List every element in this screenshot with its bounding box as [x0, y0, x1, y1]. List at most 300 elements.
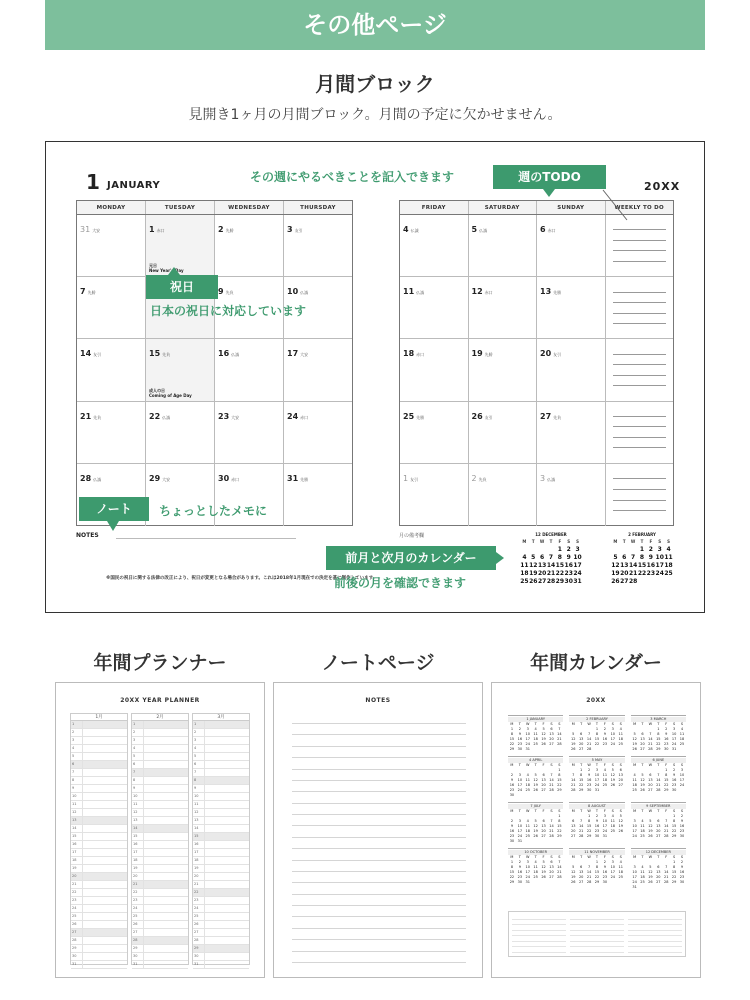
mini-day: 4 — [666, 546, 671, 553]
calendar-day: 19 — [610, 778, 616, 782]
day-cell — [400, 277, 469, 338]
calendar-day: 6 — [550, 727, 553, 731]
calendar-day: 13 — [656, 824, 661, 828]
note-line — [292, 860, 466, 861]
calendar-day: 27 — [656, 880, 661, 884]
calendar-day: 23 — [517, 742, 523, 746]
calendar-day: 19 — [648, 875, 653, 879]
note-line — [292, 882, 466, 883]
calendar-day: 7 — [587, 732, 591, 736]
weekday-initial: W — [587, 855, 591, 859]
year-calendar-month-grid — [508, 809, 563, 844]
mini-day: 30 — [564, 578, 573, 585]
planner-day-row — [132, 761, 188, 769]
day-cell — [537, 277, 606, 338]
day-cell — [400, 215, 469, 276]
calendar-day: 24 — [594, 783, 600, 787]
planner-day-number: 10 — [193, 793, 205, 800]
planner-day-row — [71, 809, 127, 817]
year-calendar-month-grid — [508, 855, 563, 885]
planner-day-number: 15 — [132, 833, 144, 840]
calendar-day: 29 — [586, 834, 592, 838]
planner-day-number: 5 — [132, 753, 144, 760]
planner-day-number: 30 — [193, 953, 205, 960]
todo-line — [613, 354, 667, 355]
calendar-day: 23 — [679, 829, 685, 833]
calendar-day: 1 — [595, 860, 599, 864]
holiday-list-line — [628, 948, 682, 953]
day-cell — [469, 339, 538, 400]
weekday-initial: F — [542, 722, 545, 726]
weekday-initial: S — [680, 855, 684, 859]
calendar-day: 12 — [571, 870, 576, 874]
calendar-day: 24 — [517, 788, 523, 792]
calendar-day: 31 — [517, 839, 523, 843]
calendar-day: 2 — [680, 860, 684, 864]
calendar-day: 21 — [578, 829, 584, 833]
holiday-list-line — [512, 937, 566, 942]
planner-day-row — [132, 793, 188, 801]
holiday-list-line — [628, 942, 682, 947]
planner-day-number: 11 — [193, 801, 205, 808]
calendar-day: 20 — [549, 737, 554, 741]
callout-calendar-text: 前後の月を確認できます — [334, 576, 467, 590]
planner-day-number: 3 — [132, 737, 144, 744]
calendar-day: 16 — [509, 829, 515, 833]
holiday-list-line — [628, 915, 682, 920]
calendar-day: 25 — [618, 742, 623, 746]
calendar-day: 20 — [578, 742, 584, 746]
planner-day-row — [193, 753, 249, 761]
weekday-initial: W — [648, 763, 653, 767]
section-title: 月間ブロック — [315, 72, 435, 96]
calendar-day: 25 — [533, 875, 538, 879]
calendar-day: 8 — [558, 819, 561, 823]
mini-day: 24 — [573, 570, 582, 577]
rokuyo-label: 友引 — [410, 476, 419, 482]
planner-day-row — [193, 913, 249, 921]
planner-day-row — [71, 953, 127, 961]
calendar-day: 12 — [571, 737, 576, 741]
year-calendar-month-grid — [569, 809, 624, 839]
planner-day-row — [71, 753, 127, 761]
week-row — [77, 402, 352, 464]
calendar-day: 21 — [586, 875, 592, 879]
calendar-day: 9 — [603, 865, 606, 869]
calendar-day: 18 — [640, 829, 645, 833]
calendar-day: 22 — [509, 875, 515, 879]
calendar-day: 29 — [578, 788, 584, 792]
calendar-day: 12 — [648, 824, 653, 828]
calendar-day: 28 — [648, 747, 653, 751]
mini-day: 1 — [557, 546, 562, 553]
planner-day-number: 4 — [71, 745, 83, 752]
planner-day-number: 25 — [193, 913, 205, 920]
weekday-initial: M — [571, 763, 575, 767]
calendar-day: 30 — [586, 788, 592, 792]
calendar-day: 4 — [633, 773, 636, 777]
calendar-day: 20 — [648, 783, 653, 787]
weekday-initial: T — [640, 539, 644, 544]
planner-day-row — [132, 857, 188, 865]
year-calendar-month-grid — [631, 722, 686, 752]
calendar-day: 3 — [518, 773, 521, 777]
planner-day-row — [193, 857, 249, 865]
year-calendar-month-title: 12 DECEMBER — [631, 850, 686, 855]
weekday-initial: F — [542, 763, 545, 767]
calendar-day: 20 — [578, 875, 584, 879]
day-cell — [469, 277, 538, 338]
calendar-day: 23 — [586, 783, 592, 787]
calendar-day: 19 — [541, 870, 546, 874]
planner-day-row — [71, 913, 127, 921]
callout-calendar-tag-label: 前月と次月のカレンダー — [345, 551, 477, 565]
calendar-day: 18 — [525, 783, 530, 787]
calendar-day: 28 — [586, 747, 592, 751]
calendar-day: 10 — [525, 732, 530, 736]
planner-day-row — [71, 793, 127, 801]
calendar-day: 17 — [517, 829, 523, 833]
calendar-day: 30 — [679, 834, 685, 838]
planner-day-number: 24 — [193, 905, 205, 912]
mini-day: 21 — [546, 570, 556, 577]
calendar-day: 8 — [595, 732, 599, 736]
calendar-day: 24 — [679, 783, 685, 787]
calendar-day: 14 — [648, 737, 653, 741]
weekday-initial: S — [611, 809, 614, 813]
weekday-initial: T — [534, 722, 537, 726]
calendar-day: 7 — [649, 732, 652, 736]
calendar-day: 12 — [632, 737, 637, 741]
mini-calendar-prev-title: 12 DECEMBER — [535, 532, 567, 537]
year-calendar-month-grid — [508, 763, 563, 798]
rokuyo-label: 仏滅 — [300, 290, 309, 296]
planner-day-number: 11 — [71, 801, 83, 808]
weekday-initial: T — [580, 855, 583, 859]
year-calendar-month-title: 11 NOVEMBER — [569, 850, 624, 855]
day-cell — [77, 277, 146, 338]
planner-day-row — [132, 905, 188, 913]
planner-day-number: 12 — [193, 809, 205, 816]
weekday-initial: T — [518, 809, 521, 813]
weekly-todo-cell — [606, 277, 674, 338]
holiday-label: 元日 New Year's Day — [149, 263, 184, 274]
calendar-day: 1 — [510, 727, 514, 731]
year-calendar-month — [569, 848, 624, 890]
calendar-day: 4 — [603, 768, 606, 772]
calendar-day: 9 — [680, 865, 684, 869]
calendar-day: 31 — [594, 788, 600, 792]
calendar-day: 3 — [633, 865, 636, 869]
planner-day-row — [193, 785, 249, 793]
year-planner-page-title: 20XX YEAR PLANNER — [120, 697, 200, 704]
weekday-initial: S — [673, 763, 676, 767]
callout-holiday-tag-label: 祝日 — [169, 280, 194, 294]
callout-pointer — [543, 189, 555, 197]
mini-day: 27 — [537, 578, 547, 585]
weekday-initial: T — [641, 809, 644, 813]
planner-day-number: 6 — [193, 761, 205, 768]
todo-lines — [609, 404, 671, 461]
calendar-day: 18 — [632, 783, 637, 787]
planner-day-row — [71, 769, 127, 777]
calendar-day: 20 — [541, 783, 546, 787]
callout-note-tag-label: ノート — [96, 502, 132, 516]
calendar-day: 16 — [602, 870, 608, 874]
calendar-day: 14 — [586, 737, 592, 741]
planner-day-row — [71, 881, 127, 889]
planner-month-column — [192, 713, 250, 965]
calendar-day: 3 — [680, 768, 684, 772]
planner-day-number: 31 — [132, 961, 144, 968]
day-number: 3 — [540, 473, 546, 483]
planner-day-row — [71, 833, 127, 841]
weekday-initial: S — [619, 855, 622, 859]
calendar-day: 23 — [663, 742, 669, 746]
holiday-list-line — [570, 915, 624, 920]
planner-day-row — [193, 921, 249, 929]
calendar-day: 8 — [587, 819, 591, 823]
planner-day-number: 24 — [71, 905, 83, 912]
planner-day-row — [132, 825, 188, 833]
note-line — [292, 746, 466, 747]
planner-day-row — [132, 817, 188, 825]
planner-day-row — [132, 777, 188, 785]
right-calendar-grid — [400, 215, 673, 526]
mini-day: 15 — [555, 562, 565, 569]
calendar-day: 25 — [533, 742, 538, 746]
planner-day-row — [193, 825, 249, 833]
planner-day-row — [193, 833, 249, 841]
calendar-day: 22 — [557, 783, 562, 787]
calendar-day: 23 — [509, 788, 515, 792]
holiday-list-line — [512, 926, 566, 931]
planner-day-number: 8 — [132, 777, 144, 784]
calendar-day: 11 — [640, 824, 645, 828]
calendar-day: 29 — [509, 880, 515, 884]
weekday-initial: S — [611, 855, 614, 859]
planner-day-number: 23 — [193, 897, 205, 904]
holiday-list-line — [512, 942, 566, 947]
calendar-day: 3 — [526, 727, 529, 731]
note-line — [292, 803, 466, 804]
right-header-row — [400, 201, 673, 215]
planner-day-row — [193, 761, 249, 769]
planner-day-row — [193, 745, 249, 753]
calendar-day: 26 — [648, 834, 653, 838]
weekday-initial: M — [510, 855, 514, 859]
weekday-initial: T — [580, 809, 583, 813]
calendar-day: 6 — [580, 865, 583, 869]
rokuyo-label: 赤口 — [300, 414, 309, 420]
year-planner-title: 年間プランナー — [93, 652, 227, 674]
year-calendar-month — [631, 802, 686, 844]
rokuyo-label: 赤口 — [416, 352, 425, 358]
calendar-day: 24 — [517, 834, 523, 838]
planner-day-number: 18 — [71, 857, 83, 864]
day-number: 4 — [403, 225, 409, 234]
day-cell — [77, 339, 146, 400]
rokuyo-label: 先負 — [225, 290, 234, 296]
calendar-day: 21 — [656, 783, 661, 787]
calendar-day: 3 — [673, 727, 676, 731]
day-cell — [469, 464, 538, 526]
planner-day-row — [71, 905, 127, 913]
calendar-day: 27 — [578, 880, 584, 884]
calendar-day: 15 — [509, 737, 515, 741]
weekday-initial: W — [587, 809, 591, 813]
todo-line — [613, 375, 667, 376]
calendar-day: 22 — [671, 875, 677, 879]
calendar-day: 8 — [595, 865, 599, 869]
planner-day-row — [71, 857, 127, 865]
year-calendar-month — [508, 802, 563, 844]
weekday-initial: T — [641, 855, 644, 859]
mini-day: 8 — [639, 554, 645, 561]
planner-day-number: 25 — [71, 913, 83, 920]
planner-day-number: 31 — [193, 961, 205, 968]
todo-line — [613, 323, 667, 324]
calendar-day: 7 — [572, 773, 575, 777]
year-calendar-month-title: 1 JANUARY — [508, 717, 563, 722]
calendar-day: 17 — [679, 778, 685, 782]
planner-day-row — [193, 809, 249, 817]
column-header: SATURDAY — [469, 201, 538, 214]
planner-day-number: 18 — [132, 857, 144, 864]
calendar-day: 8 — [580, 773, 583, 777]
calendar-day: 4 — [526, 819, 529, 823]
calendar-day: 19 — [571, 742, 576, 746]
week-row — [400, 402, 673, 464]
calendar-day: 22 — [557, 829, 562, 833]
calendar-day: 31 — [671, 747, 677, 751]
year-calendar-month — [508, 848, 563, 890]
calendar-day: 15 — [671, 824, 677, 828]
calendar-day: 25 — [610, 829, 616, 833]
mini-day: 7 — [548, 554, 554, 561]
rokuyo-label: 赤口 — [547, 228, 556, 233]
planner-day-row — [71, 825, 127, 833]
weekday-initial: W — [526, 763, 530, 767]
rokuyo-label: 仏滅 — [479, 228, 488, 233]
planner-day-number: 1 — [132, 721, 144, 728]
calendar-day: 17 — [517, 783, 523, 787]
todo-line — [613, 229, 667, 230]
holiday-list-line — [512, 915, 566, 920]
rokuyo-label: 先負 — [553, 414, 562, 420]
calendar-day: 11 — [640, 870, 645, 874]
planner-day-number: 2 — [132, 729, 144, 736]
calendar-day: 20 — [656, 829, 661, 833]
note-line — [292, 757, 466, 758]
planner-day-number: 17 — [132, 849, 144, 856]
calendar-day: 7 — [657, 773, 660, 777]
calendar-day: 12 — [610, 773, 616, 777]
day-number: 31 — [80, 225, 91, 234]
day-number: 22 — [149, 411, 161, 421]
calendar-day: 30 — [679, 880, 685, 884]
weekday-initial: T — [534, 855, 537, 859]
calendar-day: 25 — [525, 834, 530, 838]
weekday-initial: F — [603, 809, 606, 813]
column-header: WEEKLY TO DO — [614, 205, 665, 211]
calendar-day: 1 — [510, 860, 514, 864]
rokuyo-label: 仏滅 — [410, 228, 419, 233]
planner-day-number: 13 — [132, 817, 144, 824]
calendar-day: 3 — [603, 814, 606, 818]
calendar-day: 2 — [665, 727, 668, 731]
planner-day-number: 1 — [71, 721, 83, 728]
mini-day: 4 — [522, 554, 527, 561]
weekday-initial: M — [522, 539, 527, 544]
rokuyo-label: 仏滅 — [547, 476, 556, 482]
calendar-day: 13 — [549, 732, 554, 736]
calendar-day: 14 — [549, 824, 554, 828]
planner-day-number: 15 — [71, 833, 83, 840]
calendar-day: 14 — [578, 824, 584, 828]
weekday-initial: T — [580, 763, 583, 767]
mini-day: 19 — [529, 570, 538, 577]
calendar-day: 27 — [656, 834, 661, 838]
weekday-initial: T — [580, 722, 583, 726]
todo-line — [613, 500, 667, 501]
day-cell — [469, 402, 538, 463]
planner-month-header: 3月 — [193, 714, 249, 721]
calendar-day: 2 — [595, 814, 599, 818]
calendar-day: 4 — [534, 860, 537, 864]
note-line — [292, 814, 466, 815]
calendar-day: 3 — [633, 819, 636, 823]
calendar-day: 10 — [632, 870, 637, 874]
planner-day-row — [132, 937, 188, 945]
mini-day: 15 — [637, 562, 647, 569]
planner-day-number: 15 — [193, 833, 205, 840]
calendar-day: 4 — [619, 727, 622, 731]
calendar-day: 18 — [533, 737, 538, 741]
planner-day-row — [71, 729, 127, 737]
day-number: 10 — [287, 287, 299, 297]
weekday-initial: S — [550, 809, 553, 813]
planner-day-row — [71, 737, 127, 745]
planner-day-row — [132, 865, 188, 873]
planner-day-row — [132, 833, 188, 841]
rokuyo-label: 先勝 — [416, 414, 425, 420]
mini-day: 21 — [628, 570, 638, 577]
week-row — [400, 339, 673, 401]
calendar-day: 30 — [517, 880, 523, 884]
calendar-day: 28 — [549, 788, 554, 792]
day-number: 24 — [287, 411, 299, 421]
mini-day: 1 — [639, 546, 645, 553]
left-header-row — [77, 201, 352, 215]
holiday-list-line — [570, 931, 624, 936]
planner-day-number: 22 — [132, 889, 144, 896]
planner-day-number: 17 — [71, 849, 83, 856]
calendar-day: 12 — [618, 819, 623, 823]
planner-day-row — [132, 721, 188, 729]
calendar-day: 5 — [611, 768, 614, 772]
mini-day: 14 — [628, 562, 638, 569]
calendar-day: 21 — [663, 829, 669, 833]
planner-day-number: 19 — [193, 865, 205, 872]
todo-line — [613, 313, 667, 314]
calendar-day: 18 — [618, 737, 623, 741]
weekday-initial: W — [526, 809, 530, 813]
calendar-day: 6 — [649, 773, 652, 777]
planner-day-row — [193, 897, 249, 905]
calendar-day: 21 — [557, 870, 562, 874]
calendar-day: 28 — [656, 788, 661, 792]
